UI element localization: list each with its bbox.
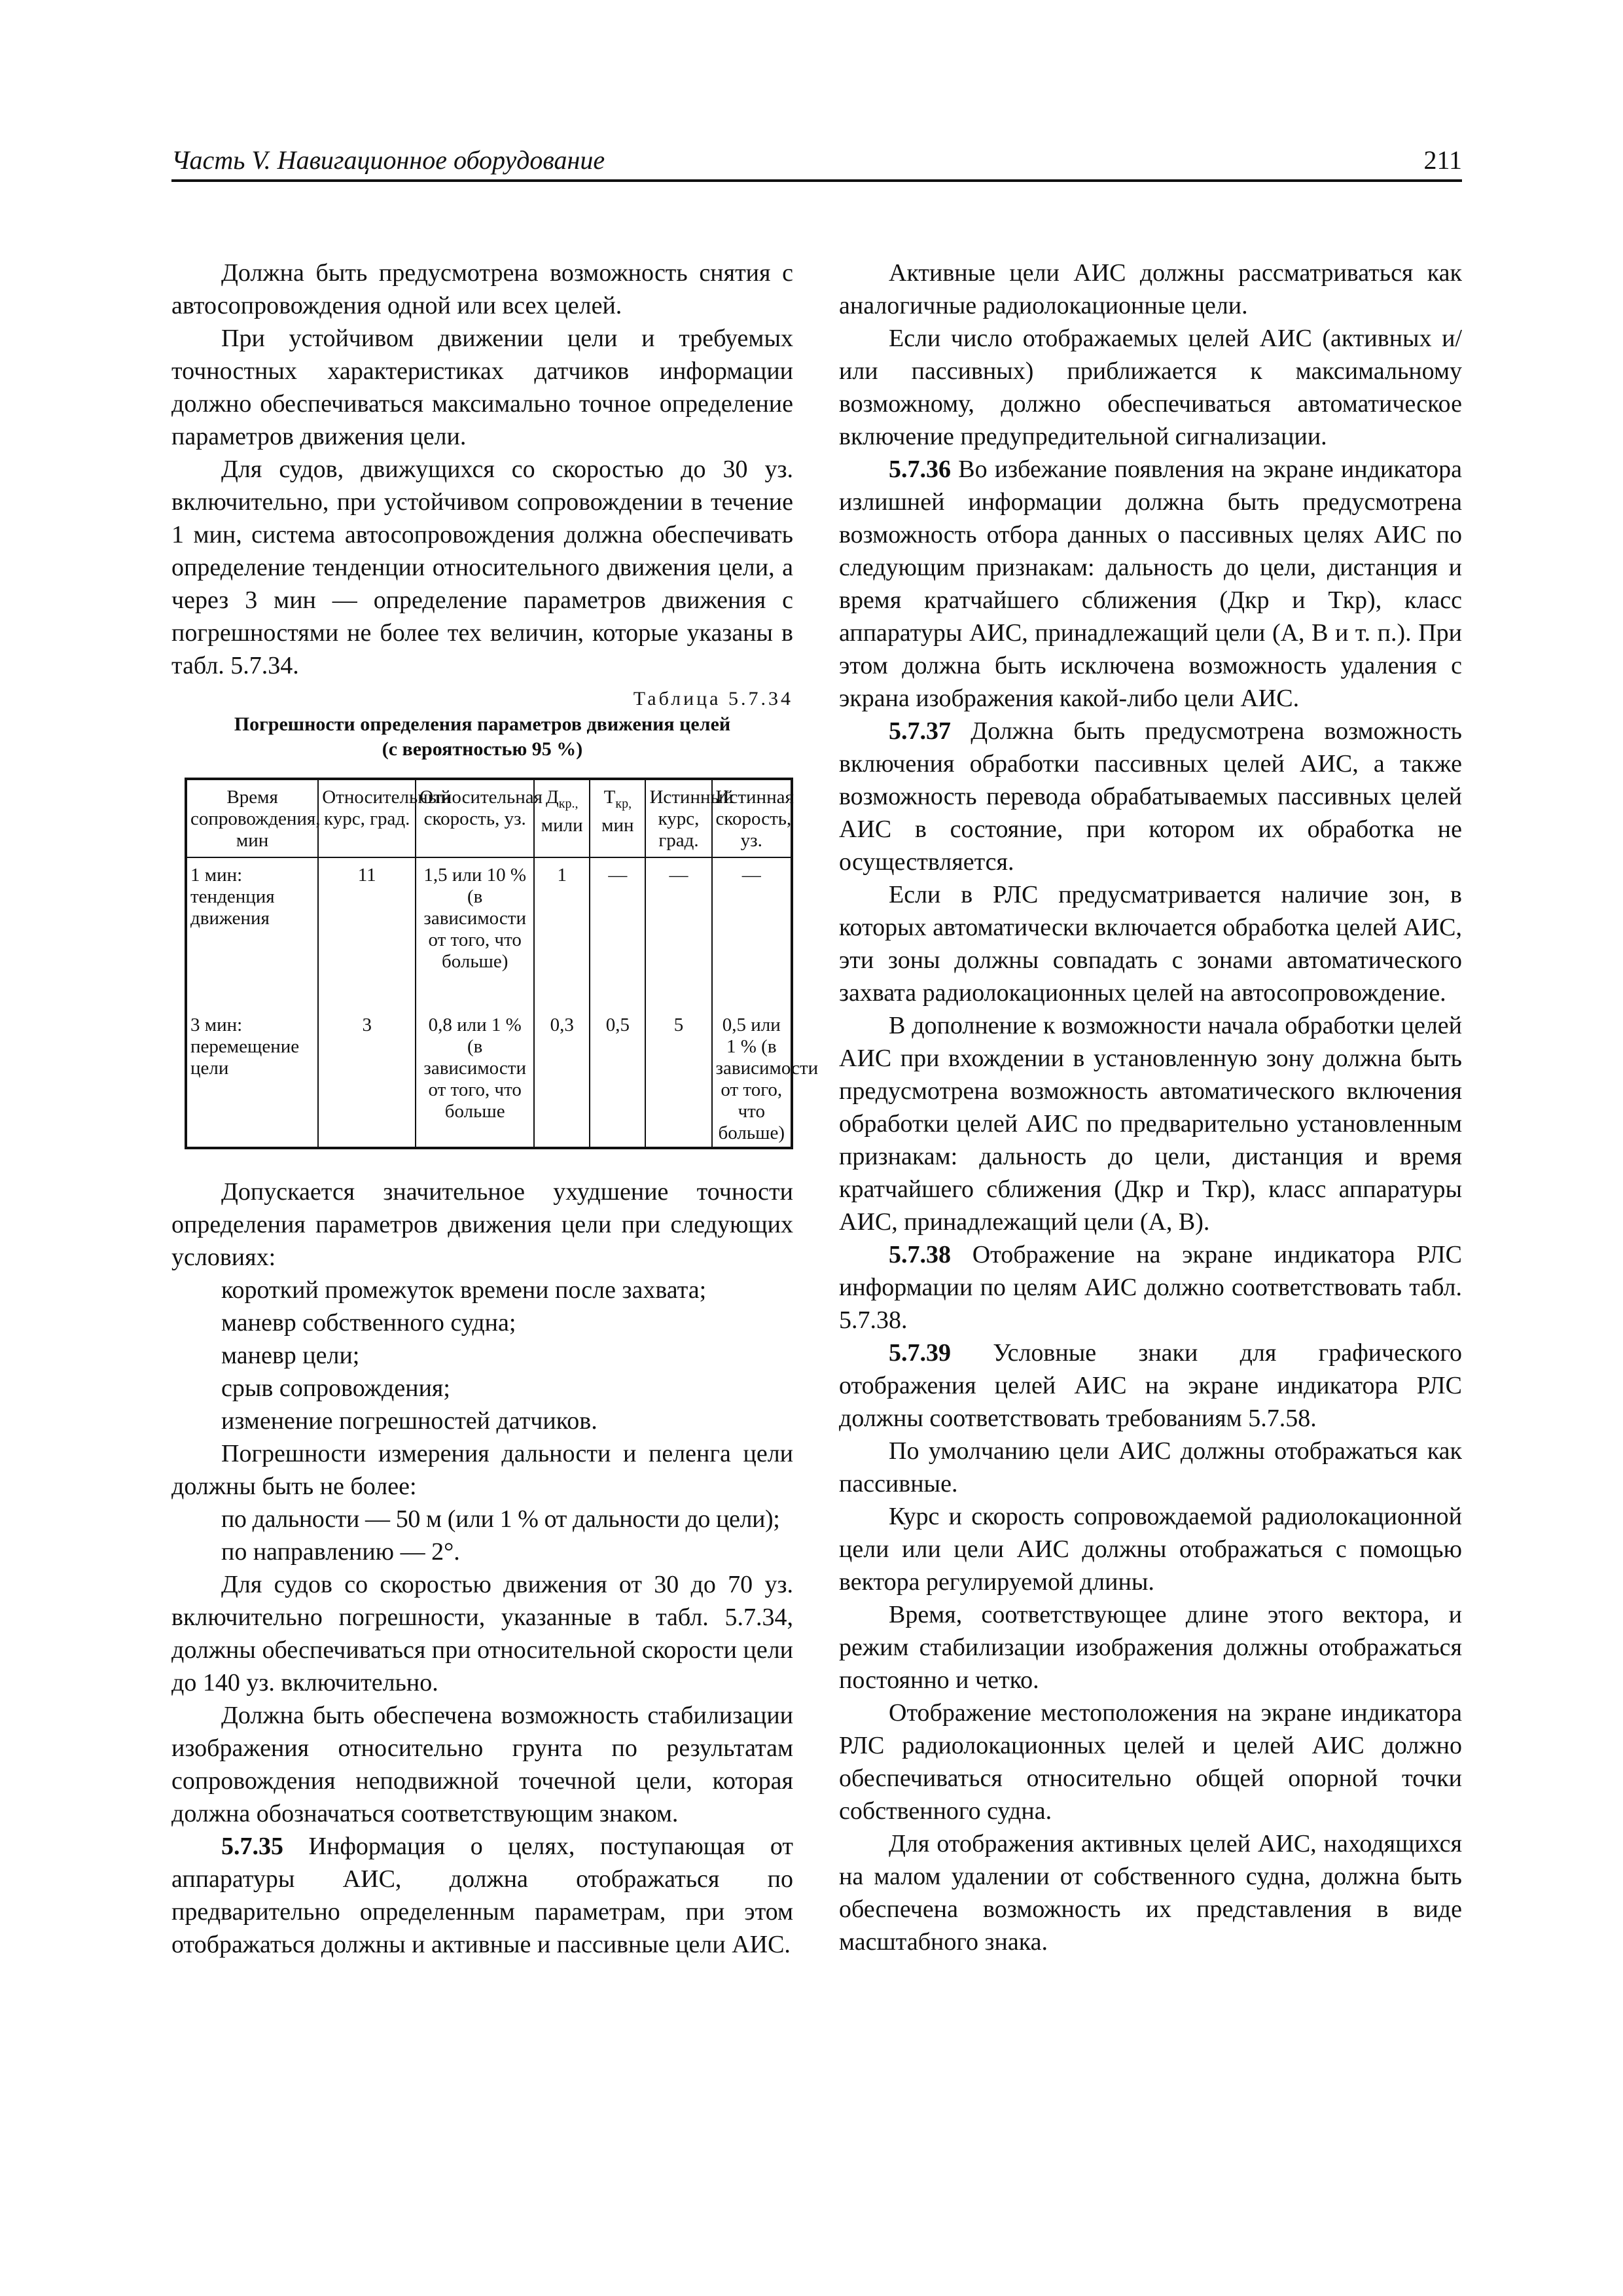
table-title-line: (с вероятностью 95 %): [382, 738, 583, 760]
table-row: [186, 857, 792, 1012]
paragraph-text: Условные знаки для графического отображения целей АИС на экране индикатора РЛС должны соответствовать требованиям 5.7.58.: [839, 1339, 1462, 1432]
running-header: [171, 143, 1462, 182]
cell-d: 0,3: [534, 1012, 590, 1148]
header-rel-speed: Относительная скорость, уз.: [416, 779, 534, 857]
cell-time: 3 мин: перемещение цели: [186, 1012, 318, 1148]
header-true-course: Истинный курс, град.: [645, 779, 711, 857]
paragraph: Отображение местоположения на экране индикатора РЛС радиолокационных целей и целей АИС должно обеспечиваться относительно общей опорной точки собственного судна.: [839, 1699, 1462, 1825]
paragraph: В дополнение к возможности начала обработки целей АИС при вхождении в установленную зону должна быть предусмотрена возможность автоматического включения обработки целей АИС по предварительно установленным признакам: дальность до цели, дистанция и время кратчайшего сближения (Дкр и Ткр), класс аппаратуры АИС, принадлежащий цели (А, В).: [839, 1012, 1462, 1236]
list-item: маневр цели;: [221, 1342, 360, 1369]
section-number: 5.7.37: [889, 717, 951, 745]
paragraph: Должна быть предусмотрена возможность снятия с автосопровождения одной или всех целей.: [171, 259, 793, 319]
header-d-sub: кр.,: [558, 796, 579, 811]
paragraph: Если в РЛС предусматривается наличие зон, в которых автоматически включается обработка целей АИС, эти зоны должны совпадать с зонами автоматического захвата радиолокационных целей на автосопровождение.: [839, 881, 1462, 1007]
paragraph: Должна быть обеспечена возможность стабилизации изображения относительно грунта по результатам сопровождения неподвижной точечной цели, которая должна обозначаться соответствующим знаком.: [171, 1702, 793, 1827]
paragraph: Если число отображаемых целей АИС (активных и/или пассивных) приближается к максимальному возможному, должно обеспечиваться автоматическое включение предупредительной сигнализации.: [839, 325, 1462, 450]
paragraph: Для отображения активных целей АИС, находящихся на малом удалении от собственного судна, должна быть обеспечена возможность их представления в виде масштабного знака.: [839, 1830, 1462, 1956]
list-item: по дальности — 50 м (или 1 % от дальности до цели);: [221, 1505, 780, 1533]
paragraph: Время, соответствующее длине этого вектора, и режим стабилизации изображения должны отображаться постоянно и четко.: [839, 1601, 1462, 1694]
paragraph-text: Информация о целях, поступающая от аппаратуры АИС, должна отображаться по предварительно определенным параметрам, при этом отображаться должны и активные и пассивные цели АИС.: [171, 1833, 793, 1958]
paragraph: Погрешности измерения дальности и пеленга цели должны быть не более:: [171, 1440, 793, 1500]
header-time: Время сопровождения, мин: [186, 779, 318, 857]
section-number: 5.7.35: [221, 1833, 283, 1860]
cell-time: 1 мин: тенденция движения: [186, 857, 318, 1012]
cell-d: 1: [534, 857, 590, 1012]
cell-true-speed: 0,5 или 1 % (в зависимости от того, что больше): [712, 1012, 792, 1148]
header-t: [590, 779, 645, 857]
paragraph-5-7-38: [839, 1238, 1462, 1336]
header-rel-course: Относительный курс, град.: [318, 779, 416, 857]
cell-rel-speed: 0,8 или 1 % (в зависимости от того, что больше: [416, 1012, 534, 1148]
header-title: Часть V. Навигационное оборудование: [171, 145, 605, 175]
table-header-row: [186, 779, 792, 857]
section-number: 5.7.39: [889, 1339, 951, 1367]
cell-t: 0,5: [590, 1012, 645, 1148]
cell-rel-speed: 1,5 или 10 % (в зависимости от того, что больше): [416, 857, 534, 1012]
paragraph: Активные цели АИС должны рассматриваться как аналогичные радиолокационные цели.: [839, 259, 1462, 319]
table-title: [171, 712, 793, 762]
paragraph: Для судов со скоростью движения от 30 до 70 уз. включительно погрешности, указанные в табл. 5.7.34, должны обеспечиваться при относительной скорости цели до 140 уз. включительно.: [171, 1571, 793, 1696]
cell-true-course: 5: [645, 1012, 711, 1148]
list-item: изменение погрешностей датчиков.: [221, 1407, 597, 1435]
paragraph: Для судов, движущихся со скоростью до 30 уз. включительно, при устойчивом сопровождении в течение 1 мин, система автосопровождения должна обеспечивать определение тенденции относительного движения цели, а через 3 мин — определение параметров движения с погрешностями не более тех величин, которые указаны в табл. 5.7.34.: [171, 456, 793, 679]
paragraph-text: Должна быть предусмотрена возможность включения обработки пассивных целей АИС, а также возможность перевода обрабатываемых пассивных целей АИС в состояние, при котором их обработка не осуществляется.: [839, 717, 1462, 876]
header-t-main: Т: [603, 787, 616, 808]
paragraph-5-7-36: [839, 453, 1462, 715]
right-column: [839, 257, 1462, 1958]
list-item: по направлению — 2°.: [221, 1538, 460, 1566]
header-true-speed: Истинная скорость, уз.: [712, 779, 792, 857]
table-row: [186, 1012, 792, 1148]
header-d-main: Д: [545, 787, 559, 808]
list-item: срыв сопровождения;: [221, 1374, 450, 1402]
paragraph: При устойчивом движении цели и требуемых точностных характеристиках датчиков информации должно обеспечиваться максимально точное определение параметров движения цели.: [171, 325, 793, 450]
section-number: 5.7.36: [889, 456, 951, 483]
table-title-line: Погрешности определения параметров движения целей: [234, 713, 731, 735]
page-number: 211: [1423, 145, 1462, 175]
table-caption: Таблица 5.7.34: [633, 688, 793, 709]
paragraph: По умолчанию цели АИС должны отображаться как пассивные.: [839, 1437, 1462, 1498]
header-t-sub: кр,: [615, 796, 632, 811]
cell-true-course: —: [645, 857, 711, 1012]
paragraph: Курс и скорость сопровождаемой радиолокационной цели или цели АИС должны отображаться с помощью вектора регулируемой длины.: [839, 1503, 1462, 1596]
paragraph-text: Отображение на экране индикатора РЛС информации по целям АИС должно соответствовать табл. 5.7.38.: [839, 1241, 1462, 1334]
left-column: [171, 257, 819, 1961]
paragraph-text: Во избежание появления на экране индикатора излишней информации должна быть предусмотрена возможность отбора данных о пассивных целях АИС по следующим признакам: дальность до цели, дистанция и время кратчайшего сближения (Дкр и Ткр), класс аппаратуры АИС, принадлежащий цели (А, В и т. п.). При этом должна быть исключена возможность удаления с экрана изображения какой-либо цели АИС.: [839, 456, 1462, 712]
paragraph: Допускается значительное ухудшение точности определения параметров движения цели при следующих условиях:: [171, 1178, 793, 1271]
error-table: [185, 778, 819, 1149]
list-item: маневр собственного судна;: [221, 1309, 516, 1336]
paragraph-5-7-37: [839, 715, 1462, 878]
cell-true-speed: —: [712, 857, 792, 1012]
paragraph-5-7-39: [839, 1336, 1462, 1435]
list-item: короткий промежуток времени после захвата;: [221, 1276, 707, 1304]
header-t-unit: мин: [601, 814, 634, 836]
paragraph-5-7-35: [171, 1830, 793, 1961]
cell-rel-course: 3: [318, 1012, 416, 1148]
cell-rel-course: 11: [318, 857, 416, 1012]
section-number: 5.7.38: [889, 1241, 951, 1268]
cell-t: —: [590, 857, 645, 1012]
header-d-unit: мили: [541, 814, 583, 836]
